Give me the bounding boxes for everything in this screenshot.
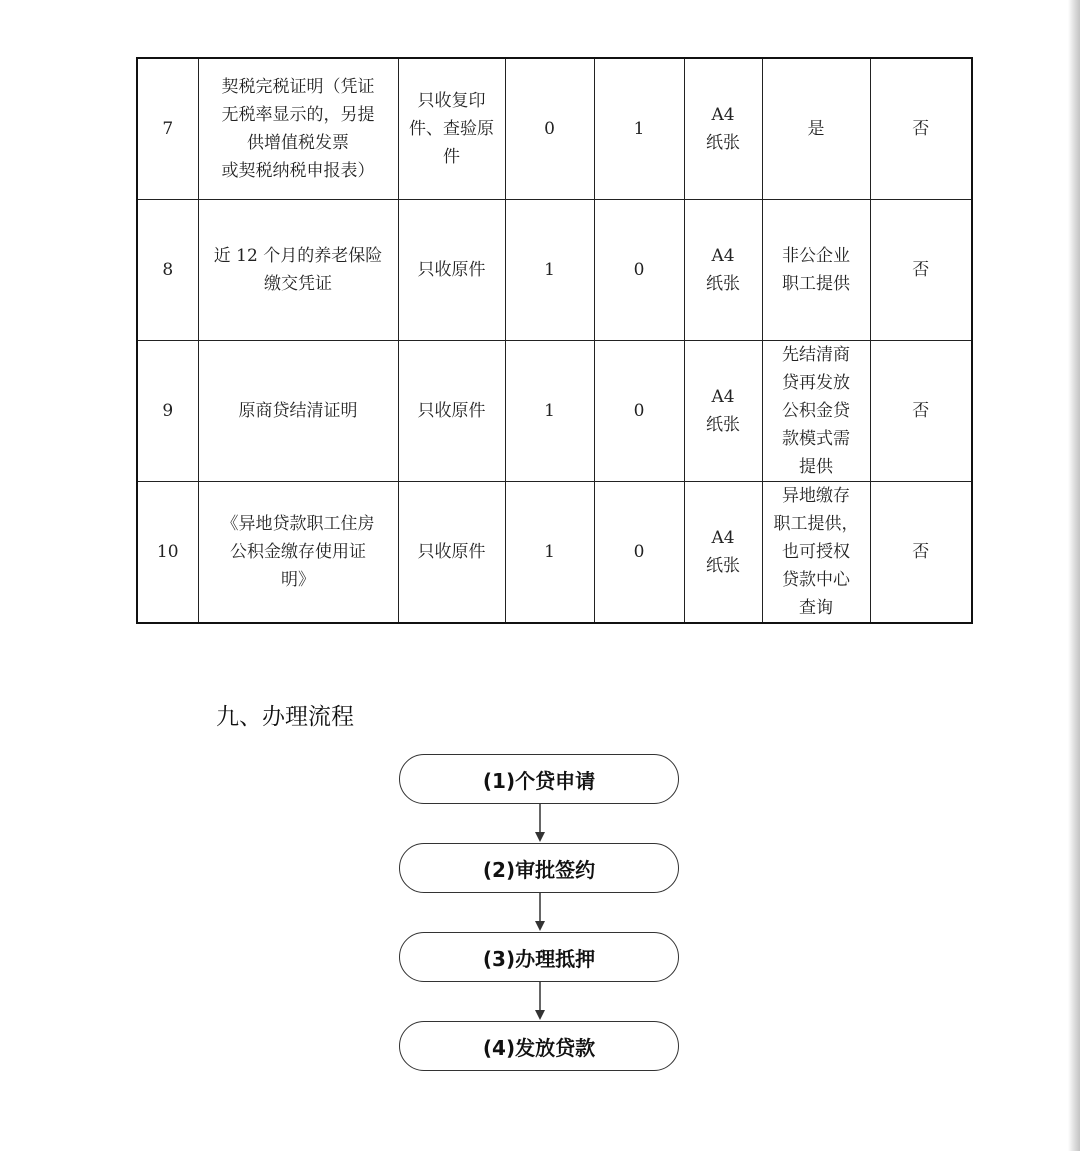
flow-arrow-head [535,1010,545,1020]
cell-number: 8 [137,200,198,341]
cell-material-name-line: 《异地贷款职工住房 [221,514,375,534]
cell-collect-method [398,200,505,341]
cell-original-count: 1 [505,482,594,624]
page-edge [1068,0,1080,1151]
cell-copy-count: 0 [594,341,684,482]
cell-paper-size-line: 纸张 [706,274,740,294]
flow-arrow-head [535,921,545,931]
cell-required-line: 是 [807,119,825,139]
cell-collect-method-line: 只收原件 [417,260,486,280]
cell-copy-count: 0 [594,482,684,624]
process-flowchart [399,754,681,1076]
flow-step-4: (4)发放贷款 [399,1021,679,1071]
cell-paper-size-line: A4 [711,246,735,266]
cell-collect-method [398,341,505,482]
cell-collect-method-line: 只收复印 [417,91,486,111]
cell-required-line: 提供 [799,457,833,477]
cell-collect-method-line: 只收原件 [417,542,486,562]
cell-required-line: 公积金贷 [782,401,850,421]
cell-material-name-line: 公积金缴存使用证 [230,542,366,562]
flow-arrow-down-icon [535,893,545,933]
cell-material-name-line: 近 12 个月的养老保险 [213,246,383,266]
cell-required-line: 异地缴存 [782,486,850,506]
cell-required-line: 查询 [799,598,833,618]
cell-collect-method [398,482,505,624]
cell-number: 9 [137,341,198,482]
cell-paper-size [684,341,762,482]
flow-step-2: (2)审批签约 [399,843,679,893]
cell-material-name-line: 明》 [281,570,315,590]
cell-paper-size-line: A4 [711,387,735,407]
cell-paper-size-line: 纸张 [706,133,740,153]
flow-arrow-head [535,832,545,842]
materials-table [136,57,973,624]
flow-arrow-down-icon [535,982,545,1022]
flow-arrow-down-icon [535,804,545,844]
cell-original-count: 1 [505,341,594,482]
cell-required-line: 款模式需 [782,429,850,449]
cell-material-name-line: 供增值税发票 [247,133,349,153]
cell-material-name [198,482,398,624]
cell-required [762,58,870,200]
cell-required [762,482,870,624]
cell-material-name-line: 契税完税证明（凭证 [221,77,375,97]
cell-material-name-line: 原商贷结清证明 [238,401,358,421]
cell-paper-size-line: A4 [711,105,735,125]
cell-paper-size [684,482,762,624]
cell-required [762,200,870,341]
cell-paper-size-line: A4 [711,528,735,548]
flow-step-3: (3)办理抵押 [399,932,679,982]
cell-material-name-line: 缴交凭证 [264,274,332,294]
table-row [137,482,972,624]
cell-material-name-line: 无税率显示的，另提 [221,105,375,125]
cell-copy-count: 1 [594,58,684,200]
table-row [137,200,972,341]
cell-required-line: 非公企业 [782,246,850,266]
cell-material-name-line: 或契税纳税申报表） [221,161,375,181]
cell-material-name [198,341,398,482]
cell-collect-method-line: 件、查验原 [409,119,494,139]
cell-collect-method-line: 只收原件 [417,401,486,421]
section-title: 九、办理流程 [216,704,354,730]
table-row [137,58,972,200]
cell-material-name [198,58,398,200]
cell-paper-size [684,200,762,341]
cell-collect-method [398,58,505,200]
cell-required-line: 先结清商 [782,345,850,365]
cell-paper-size-line: 纸张 [706,415,740,435]
cell-paper-size-line: 纸张 [706,556,740,576]
cell-required [762,341,870,482]
table-row [137,341,972,482]
cell-collect-method-line: 件 [443,147,460,167]
cell-required-line: 贷款中心 [782,570,850,590]
cell-required-line: 也可授权 [782,542,850,562]
cell-paper-size [684,58,762,200]
cell-electronic: 否 [870,200,972,341]
cell-electronic: 否 [870,482,972,624]
cell-copy-count: 0 [594,200,684,341]
cell-required-line: 职工提供 [782,274,850,294]
cell-required-line: 职工提供， [773,514,859,534]
cell-original-count: 1 [505,200,594,341]
flow-step-1: (1)个贷申请 [399,754,679,804]
cell-electronic: 否 [870,341,972,482]
cell-number: 10 [137,482,198,624]
cell-original-count: 0 [505,58,594,200]
table-body [137,58,972,623]
cell-number: 7 [137,58,198,200]
cell-electronic: 否 [870,58,972,200]
cell-material-name [198,200,398,341]
cell-required-line: 贷再发放 [782,373,850,393]
